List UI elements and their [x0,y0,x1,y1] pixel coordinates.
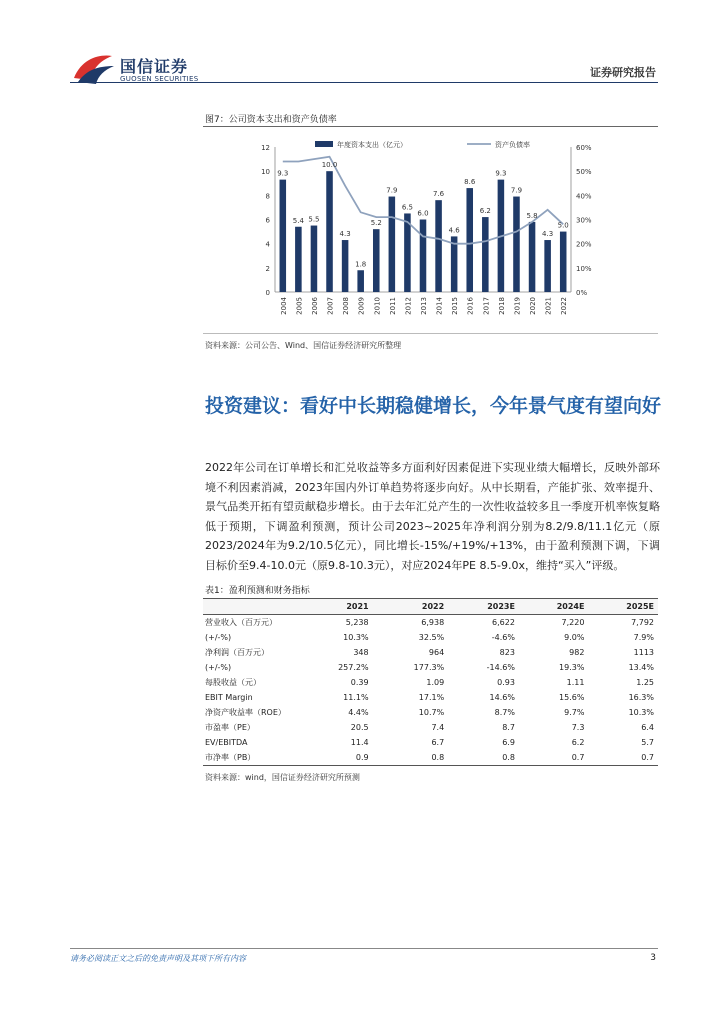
header-divider [70,82,658,83]
table-cell: 15.6% [559,693,585,702]
table-header-cell: 2021 [297,599,373,615]
capex-bar [513,197,520,292]
report-type-label: 证券研究报告 [590,66,656,79]
x-tick-label: 2014 [435,297,444,315]
table-row-label: EBIT Margin [205,693,253,702]
bar-value-label: 9.3 [495,169,507,178]
table-cell: 177.3% [413,663,445,672]
table-cell: 20.5 [350,723,369,732]
bar-value-label: 1.8 [355,260,367,269]
table-row-label: 市盈率（PE） [205,723,255,732]
table-cell: 348 [353,648,369,657]
table-cell: 17.1% [418,693,445,702]
x-tick-label: 2010 [373,297,382,315]
table-row [203,750,658,766]
table-cell: 14.6% [489,693,515,702]
table-header-cell: 2025E [588,599,658,615]
capex-bar [311,226,318,292]
table-title: 表1：盈利预测和财务指标 [205,586,310,596]
logo-mark-icon [72,52,116,86]
y-left-tick-label: 0 [265,289,270,297]
table-cell: 10.3% [343,633,369,642]
table-cell: 1.11 [566,678,585,687]
table-cell: 0.8 [373,750,449,766]
footer-divider [70,948,658,949]
table-cell: 9.0% [564,633,585,642]
table-cell: 5,238 [345,618,369,627]
y-right-tick-label: 50% [576,168,592,177]
table-cell: 19.3% [559,663,585,672]
x-tick-label: 2005 [295,297,304,315]
table-cell: 6,938 [421,618,445,627]
logo-text-en: GUOSEN SECURITIES [120,75,199,83]
x-tick-label: 2017 [482,297,491,315]
y-right-tick-label: 10% [576,264,592,273]
y-left-tick-label: 6 [265,216,270,225]
capex-bar [357,270,364,292]
bar-value-label: 8.6 [464,178,476,187]
x-tick-label: 2016 [466,297,475,315]
bar-value-label: 4.3 [542,230,554,239]
figure-title-divider [203,126,658,127]
table-header-cell: 2023E [448,599,519,615]
table-header-cell: 2024E [519,599,589,615]
table-cell: -14.6% [486,663,515,672]
bar-value-label: 5.2 [370,219,382,228]
table-cell: 982 [569,648,585,657]
y-left-tick-label: 12 [261,144,270,152]
bar-value-label: 4.6 [448,226,460,235]
x-tick-label: 2012 [404,297,413,315]
table-cell: 257.2% [338,663,369,672]
capex-bar [435,200,442,292]
capex-bar [342,240,349,292]
table-row-label: 营业收入（百万元） [205,618,277,627]
legend-line-label: 资产负债率 [495,141,530,149]
section-heading: 投资建议：看好中长期稳健增长，今年景气度有望向好 [205,395,662,417]
x-tick-label: 2011 [388,297,397,315]
table-cell: 9.7% [564,708,585,717]
table-cell: 10.7% [418,708,445,717]
table-row [203,705,658,720]
capex-bar [466,188,473,292]
table-cell: 16.3% [628,693,654,702]
chart-canvas [205,135,595,330]
capex-bar [420,220,427,293]
table-cell: 4.4% [348,708,369,717]
table-cell: 964 [428,648,445,657]
table-cell: 6.7 [431,738,445,747]
table-cell: 1.25 [636,678,654,687]
table-cell: 8.7 [502,723,515,732]
table-cell: 1113 [633,648,654,657]
table-row-label: EV/EBITDA [205,738,248,747]
financial-table [203,598,658,766]
section-paragraph: 2022年公司在订单增长和汇兑收益等多方面利好因素促进下实现业绩大幅增长，反映外部环境不利因素消减，2023年国内外订单趋势将逐步向好。从中长期看，产能扩张、效率提升、景气品类开拓有望贡献稳步增长。由于去年汇兑产生的一次性收益较多且一季度开机率恢复略低于预期，下调盈利预测，预计公司2023~2025年净利润分别为8.2/9.8/11.1亿元（原2023/2024年为9.2/10.5亿元），同比增长-15%/+19%/+13%，由于盈利预测下调，下调目标价至9.4-10.0元（原9.8-10.3元），对应2024年PE 8.5-9.0x，维持“买入”评级。 [205,461,660,572]
logo-text-cn: 国信证券 [120,57,189,76]
table-row [203,675,658,690]
x-tick-label: 2006 [310,297,319,315]
table-cell: 6.9 [502,738,515,747]
table-cell: 7,792 [631,618,654,627]
y-left-tick-label: 4 [265,240,270,249]
table-row-label: 市净率（PB） [203,750,297,766]
y-left-tick-label: 8 [265,192,270,201]
table-row-label: 净利润（百万元） [205,648,269,657]
bar-value-label: 6.2 [479,207,491,216]
y-right-tick-label: 40% [576,192,592,201]
table-cell: 6.4 [641,723,654,732]
table-row [203,720,658,735]
x-tick-label: 2009 [357,297,366,315]
capex-bar [326,171,333,292]
table-cell: 11.4 [350,738,369,747]
x-tick-label: 2021 [544,297,553,315]
y-right-tick-label: 30% [576,216,592,225]
capex-bar [295,227,302,292]
bar-value-label: 5.8 [526,211,538,220]
bar-value-label: 5.0 [557,221,569,230]
y-left-tick-label: 2 [265,264,270,273]
table-row [203,645,658,660]
capex-bar [529,222,536,292]
table-row-label: (+/-%) [205,663,232,672]
capex-bar [451,236,458,292]
x-tick-label: 2018 [497,297,506,315]
capex-bar [482,217,489,292]
bar-value-label: 5.4 [292,216,304,225]
bar-value-label: 7.9 [386,186,398,195]
legend-bar-label: 年度资本支出（亿元） [337,141,407,149]
figure-title: 图7：公司资本支出和资产负债率 [205,115,337,125]
guosen-logo [72,50,212,90]
table-cell: 1.09 [426,678,445,687]
table-cell: 7.9% [633,633,654,642]
table-cell: 0.9 [297,750,373,766]
table-row-label: (+/-%) [205,633,232,642]
bar-value-label: 7.9 [510,186,523,195]
bar-value-label: 10.0 [321,161,338,170]
table-cell: -4.6% [491,633,515,642]
bar-value-label: 5.5 [308,215,320,224]
table-header-cell: 2022 [373,599,449,615]
x-tick-label: 2022 [560,297,569,315]
x-tick-label: 2019 [513,297,522,315]
capex-bar [280,180,287,292]
bar-value-label: 6.5 [401,203,413,212]
bar-value-label: 9.3 [277,169,289,178]
table-cell: 0.7 [519,750,589,766]
table-cell: 13.4% [628,663,654,672]
y-right-tick-label: 20% [576,240,592,249]
table-cell: 823 [499,648,515,657]
table-row [203,690,658,705]
table-cell: 0.39 [350,678,369,687]
bar-value-label: 4.3 [339,230,351,239]
table-cell: 6,622 [492,618,515,627]
x-tick-label: 2015 [451,297,460,315]
table-row-label: 每股收益（元） [205,678,261,687]
x-tick-label: 2007 [326,297,335,315]
bar-value-label: 6.0 [417,209,429,218]
x-tick-label: 2013 [420,297,428,315]
capex-bar [373,229,380,292]
table-source: 资料来源：wind，国信证券经济研究所预测 [205,773,360,782]
table-cell: 7.3 [571,723,585,732]
capex-bar [544,240,551,292]
y-left-tick-label: 10 [261,168,270,177]
table-row [203,660,658,675]
table-cell: 5.7 [641,738,654,747]
capex-debt-chart [205,135,595,330]
table-cell: 10.3% [628,708,654,717]
page-number: 3 [650,953,656,963]
x-tick-label: 2008 [342,297,351,315]
table-cell: 6.2 [571,738,585,747]
legend-bar-swatch [315,141,333,147]
table-cell: 11.1% [343,693,369,702]
figure-source-divider [203,333,658,334]
table-header-cell [203,599,297,615]
y-right-tick-label: 60% [576,144,592,152]
table-cell: 0.8 [448,750,519,766]
table-row [203,630,658,645]
capex-bar [560,232,567,292]
table-cell: 7,220 [561,618,585,627]
table-header-row [203,599,658,615]
table-cell: 8.7% [494,708,515,717]
bar-value-label: 7.6 [433,190,445,199]
capex-bar [389,197,396,292]
x-tick-label: 2020 [529,297,538,315]
table-cell: 0.7 [588,750,658,766]
table-row-label: 净资产收益率（ROE） [205,708,286,717]
table-row [203,735,658,750]
table-cell: 7.4 [431,723,445,732]
x-tick-label: 2004 [279,297,288,315]
y-right-tick-label: 0% [576,289,588,297]
footer-disclaimer: 请务必阅读正文之后的免责声明及其项下所有内容 [70,954,246,963]
table-cell: 32.5% [418,633,445,642]
figure-source: 资料来源：公司公告、Wind、国信证券经济研究所整理 [205,341,402,350]
table-row [203,615,658,631]
table-cell: 0.93 [497,678,515,687]
